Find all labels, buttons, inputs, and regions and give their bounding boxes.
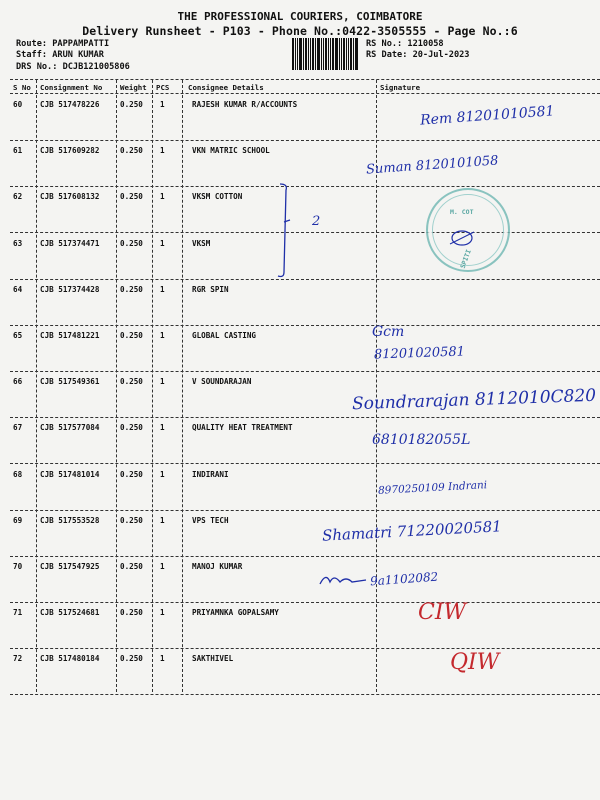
row-separator	[10, 417, 600, 418]
cell-weight: 0.250	[120, 377, 143, 386]
cell-pcs: 1	[160, 377, 165, 386]
cell-sno: 69	[13, 516, 23, 525]
cell-consignee: PRIYAMNKA GOPALSAMY	[192, 608, 279, 617]
route-label: Route: PAPPAMPATTI	[16, 39, 110, 49]
col-header-sno: S No	[13, 83, 31, 92]
signature-60: Rem 81201010581	[419, 103, 555, 129]
row-separator	[10, 694, 600, 695]
col-header-signature: Signature	[380, 83, 421, 92]
cell-weight: 0.250	[120, 654, 143, 663]
cell-consignee: GLOBAL CASTING	[192, 331, 257, 340]
signature-70: 9a1102082	[369, 569, 439, 589]
cell-weight: 0.250	[120, 331, 143, 340]
cell-consignee: VKN MATRIC SCHOOL	[192, 146, 270, 155]
signature-67: 6810182055L	[372, 432, 471, 448]
cell-consignee: RGR SPIN	[192, 285, 229, 294]
cell-weight: 0.250	[120, 516, 143, 525]
cell-consignee: VKSM	[192, 239, 211, 248]
cell-sno: 71	[13, 608, 23, 617]
cell-consignment: CJB 517481014	[40, 470, 100, 479]
cell-sno: 62	[13, 192, 23, 201]
signature-70-scrawl	[318, 570, 370, 590]
cell-pcs: 1	[160, 100, 165, 109]
cell-weight: 0.250	[120, 423, 143, 432]
cell-consignment: CJB 517478226	[40, 100, 100, 109]
signature-65-mark: Gcm	[372, 324, 405, 340]
col-header-pcs: PCS	[156, 83, 170, 92]
cell-consignee: MANOJ KUMAR	[192, 562, 243, 571]
col-header-weight: Weight	[120, 83, 147, 92]
cell-consignment: CJB 517524681	[40, 608, 100, 617]
cell-sno: 68	[13, 470, 23, 479]
row-separator	[10, 371, 600, 372]
col-header-consignee: Consignee Details	[188, 83, 264, 92]
col-header-consignment: Consignment No	[40, 83, 103, 92]
row-separator	[10, 140, 600, 141]
cell-consignee: INDIRANI	[192, 470, 229, 479]
cell-pcs: 1	[160, 146, 165, 155]
cell-consignment: CJB 517481221	[40, 331, 100, 340]
cell-sno: 67	[13, 423, 23, 432]
cell-consignment: CJB 517547925	[40, 562, 100, 571]
drs-number: DRS No.: DCJB121005806	[16, 62, 130, 72]
cell-consignment: CJB 517374471	[40, 239, 100, 248]
cell-consignment: CJB 517609282	[40, 146, 100, 155]
cell-consignment: CJB 517549361	[40, 377, 100, 386]
table-top-rule	[10, 79, 600, 80]
rs-date: RS Date: 20-Jul-2023	[366, 50, 470, 60]
cell-pcs: 1	[160, 423, 165, 432]
cell-consignment: CJB 517480184	[40, 654, 100, 663]
cell-weight: 0.250	[120, 562, 143, 571]
cell-consignment: CJB 517608132	[40, 192, 100, 201]
table-header-rule	[10, 93, 600, 94]
column-divider	[116, 80, 117, 692]
runsheet-title: Delivery Runsheet - P103 - Phone No.:0422-3505555 - Page No.:6	[82, 24, 518, 38]
row-separator	[10, 510, 600, 511]
row-separator	[10, 648, 600, 649]
signature-68: 8970250109 Indrani	[377, 479, 488, 497]
row-separator	[10, 556, 600, 557]
row-separator	[10, 463, 600, 464]
cell-pcs: 1	[160, 608, 165, 617]
cell-weight: 0.250	[120, 285, 143, 294]
cell-consignee: VKSM COTTON	[192, 192, 243, 201]
bracket-mark	[276, 182, 316, 282]
cell-sno: 61	[13, 146, 23, 155]
signature-66: Soundrarajan 8112010C820	[351, 385, 597, 415]
cell-consignee: V SOUNDARAJAN	[192, 377, 252, 386]
cell-pcs: 1	[160, 470, 165, 479]
cell-sno: 65	[13, 331, 23, 340]
cell-consignee: SAKTHIVEL	[192, 654, 234, 663]
rs-number: RS No.: 1210058	[366, 39, 444, 49]
cell-consignment: CJB 517553528	[40, 516, 100, 525]
stamp-text-bottom: SPITI	[458, 248, 473, 270]
row-separator	[10, 325, 600, 326]
staff-label: Staff: ARUN KUMAR	[16, 50, 104, 60]
signature-61: Suman 8120101058	[365, 153, 499, 178]
cell-consignment: CJB 517577084	[40, 423, 100, 432]
cell-sno: 72	[13, 654, 23, 663]
cell-sno: 66	[13, 377, 23, 386]
cell-weight: 0.250	[120, 100, 143, 109]
cell-sno: 70	[13, 562, 23, 571]
cell-pcs: 1	[160, 285, 165, 294]
stamp-scribble	[448, 224, 478, 250]
cell-weight: 0.250	[120, 470, 143, 479]
cell-sno: 64	[13, 285, 23, 294]
cell-pcs: 1	[160, 192, 165, 201]
column-divider	[182, 80, 183, 692]
cell-pcs: 1	[160, 516, 165, 525]
company-title: THE PROFESSIONAL COURIERS, COIMBATORE	[177, 10, 423, 23]
signature-62-63: 2	[312, 214, 321, 229]
cell-sno: 60	[13, 100, 23, 109]
stamp-text-top: M. COT	[450, 208, 474, 216]
cell-consignee: VPS TECH	[192, 516, 229, 525]
cell-consignee: RAJESH KUMAR R/ACCOUNTS	[192, 100, 298, 109]
cell-weight: 0.250	[120, 608, 143, 617]
cell-consignment: CJB 517374428	[40, 285, 100, 294]
cell-weight: 0.250	[120, 192, 143, 201]
barcode	[292, 38, 360, 70]
cell-weight: 0.250	[120, 146, 143, 155]
cell-pcs: 1	[160, 562, 165, 571]
signature-71: CIW	[418, 600, 467, 625]
column-divider	[36, 80, 37, 692]
cell-pcs: 1	[160, 331, 165, 340]
cell-weight: 0.250	[120, 239, 143, 248]
signature-72: QIW	[450, 650, 500, 675]
cell-consignee: QUALITY HEAT TREATMENT	[192, 423, 293, 432]
cell-sno: 63	[13, 239, 23, 248]
row-separator	[10, 602, 600, 603]
signature-65: 81201020581	[373, 344, 466, 363]
column-divider	[152, 80, 153, 692]
cell-pcs: 1	[160, 654, 165, 663]
signature-69: Shamatri 71220020581	[321, 517, 503, 545]
cell-pcs: 1	[160, 239, 165, 248]
